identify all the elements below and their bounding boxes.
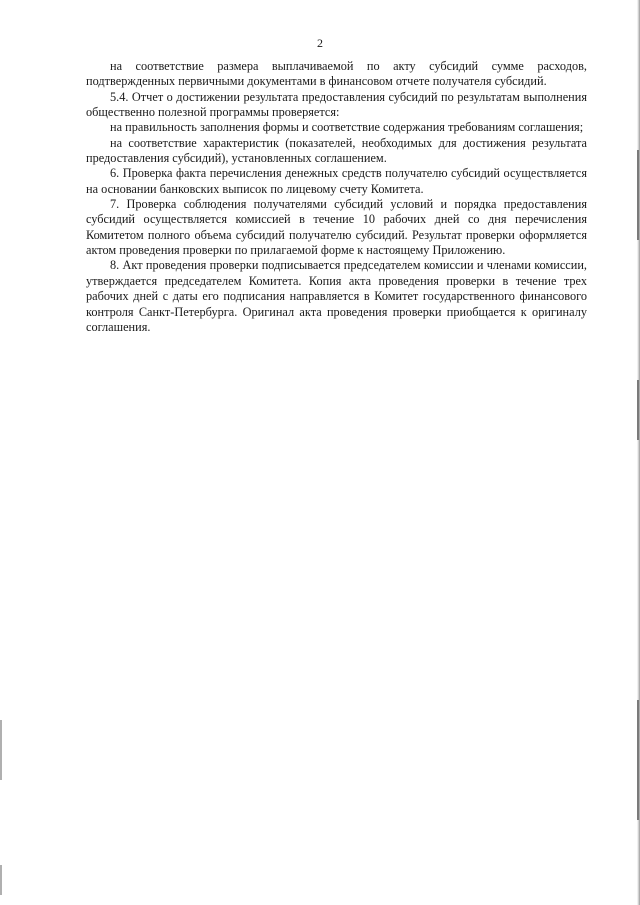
paragraph-continuation: на соответствие размера выплачиваемой по акту субсидий сумме расходов, подтвержденных первичными документами в финансовом отчете получателя субсидий. (86, 59, 587, 89)
page-number: 2 (317, 36, 323, 50)
paragraph-8: 8. Акт проведения проверки подписывается председателем комиссии и членами комиссии, утверждается председателем Комитета. Копия акта проведения проверки в течение трех рабочих дней с даты его подписания направляется в Комитет государственного финансового контроля Санкт-Петербурга. Оригинал акта проведения проверки приобщается к оригиналу соглашения. (86, 258, 587, 334)
paragraph-7: 7. Проверка соблюдения получателями субсидий условий и порядка предоставления субсидий осуществляется комиссией в течение 10 рабочих дней со дня перечисления Комитетом полного объема субсидий получателю субсидий. Результат проверки оформляется актом проведения проверки по прилагаемой форме к настоящему Приложению. (86, 197, 587, 258)
scan-edge-fleck (637, 700, 639, 820)
paragraph-5-4: 5.4. Отчет о достижении результата предоставления субсидий по результатам выполнения общественно полезной программы проверяется: (86, 89, 587, 120)
scan-edge-fleck (637, 150, 639, 240)
paragraph-form-check: на правильность заполнения формы и соответствие содержания требованиям соглашения; (110, 120, 584, 135)
scan-edge-fleck (637, 380, 639, 440)
scan-edge-left-mark (0, 865, 2, 895)
scan-edge-left-mark (0, 720, 2, 780)
paragraph-6: 6. Проверка факта перечисления денежных средств получателю субсидий осуществляется на основании банковских выписок по лицевому счету Комитета. (86, 166, 587, 196)
document-body (86, 59, 587, 335)
paragraph-characteristics-check: на соответствие характеристик (показателей, необходимых для достижения результата предоставления субсидий), установленных соглашением. (86, 135, 587, 166)
